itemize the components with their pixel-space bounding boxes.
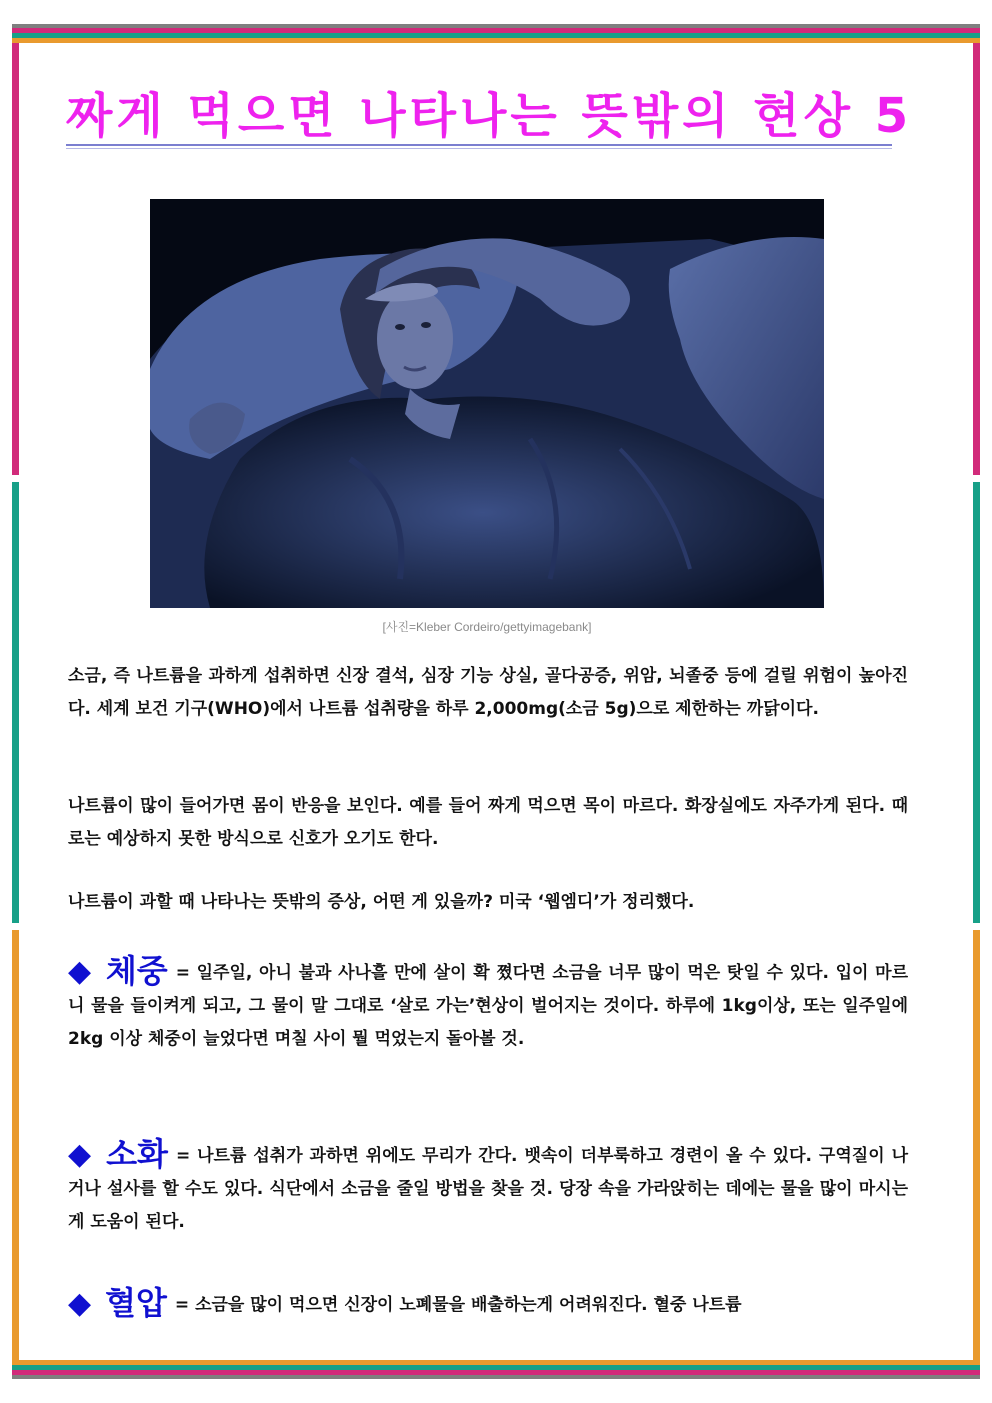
top-stripe-orange — [12, 38, 980, 43]
intro-paragraph-2: 나트륨이 많이 들어가면 몸이 반응을 보인다. 예를 들어 짜게 먹으면 목이 마르다. 화장실에도 자주가게 된다. 때로는 예상하지 못한 방식으로 신호가 오기도 한다. — [68, 796, 908, 849]
section-weight — [68, 952, 908, 1056]
intro-paragraph-1: 소금, 즉 나트륨을 과하게 섭취하면 신장 결석, 심장 기능 상실, 골다공증, 위암, 뇌졸중 등에 걸릴 위험이 높아진다. 세계 보건 기구(WHO)에서 나트륨 섭취량을 하루 2,000mg(소금 5g)으로 제한하는 까닭이다. — [68, 666, 908, 719]
diamond-bullet-icon: ◆ — [68, 1137, 93, 1172]
section-blood-pressure — [68, 1284, 908, 1322]
section-text: = 소금을 많이 먹으면 신장이 노폐물을 배출하는게 어려워진다. 혈중 나트륨 — [174, 1295, 742, 1315]
left-bar-teal — [12, 482, 19, 923]
bottom-stripe-gray — [12, 1375, 980, 1379]
title-underline-thin — [66, 148, 892, 149]
article-title: 짜게 먹으면 나타나는 뜻밖의 현상 5 — [66, 88, 913, 144]
title-underline — [66, 144, 892, 146]
right-bar-magenta — [973, 43, 980, 475]
diamond-bullet-icon: ◆ — [68, 1286, 92, 1321]
left-bar-orange — [12, 930, 19, 1360]
section-keyword: 혈압 — [105, 1284, 167, 1322]
section-text: = 나트륨 섭취가 과하면 위에도 무리가 간다. 뱃속이 더부룩하고 경련이 올 수 있다. 구역질이 나거나 설사를 할 수도 있다. 식단에서 소금을 줄일 방법을 찾을 것. 당장 속을 가라앉히는 데에는 물을 많이 마시는 게 도움이 된다. — [68, 1146, 908, 1232]
left-bar-magenta — [12, 43, 19, 475]
diamond-bullet-icon: ◆ — [68, 954, 92, 989]
right-bar-orange — [973, 930, 980, 1360]
photo-caption: [사진=Kleber Cordeiro/gettyimagebank] — [382, 620, 592, 634]
sleepless-woman-photo — [150, 199, 824, 608]
right-bar-teal — [973, 482, 980, 923]
article-photo — [150, 199, 824, 608]
section-keyword: 소화 — [106, 1135, 168, 1173]
section-keyword: 체중 — [105, 952, 168, 990]
intro-paragraph-3: 나트륨이 과할 때 나타나는 뜻밖의 증상, 어떤 게 있을까? 미국 ‘웹엠디’가 정리했다. — [68, 892, 695, 912]
section-digestion — [68, 1135, 908, 1239]
section-text: = 일주일, 아니 불과 사나흘 만에 살이 확 쪘다면 소금을 너무 많이 먹은 탓일 수 있다. 입이 마르니 물을 들이켜게 되고, 그 물이 말 그대로 ‘살로 가는’현상이 벌어지는 것이다. 하루에 1kg이상, 또는 일주일에 2kg 이상 체중이 늘었다면 며칠 사이 뭘 먹었는지 돌아볼 것. — [68, 963, 908, 1049]
